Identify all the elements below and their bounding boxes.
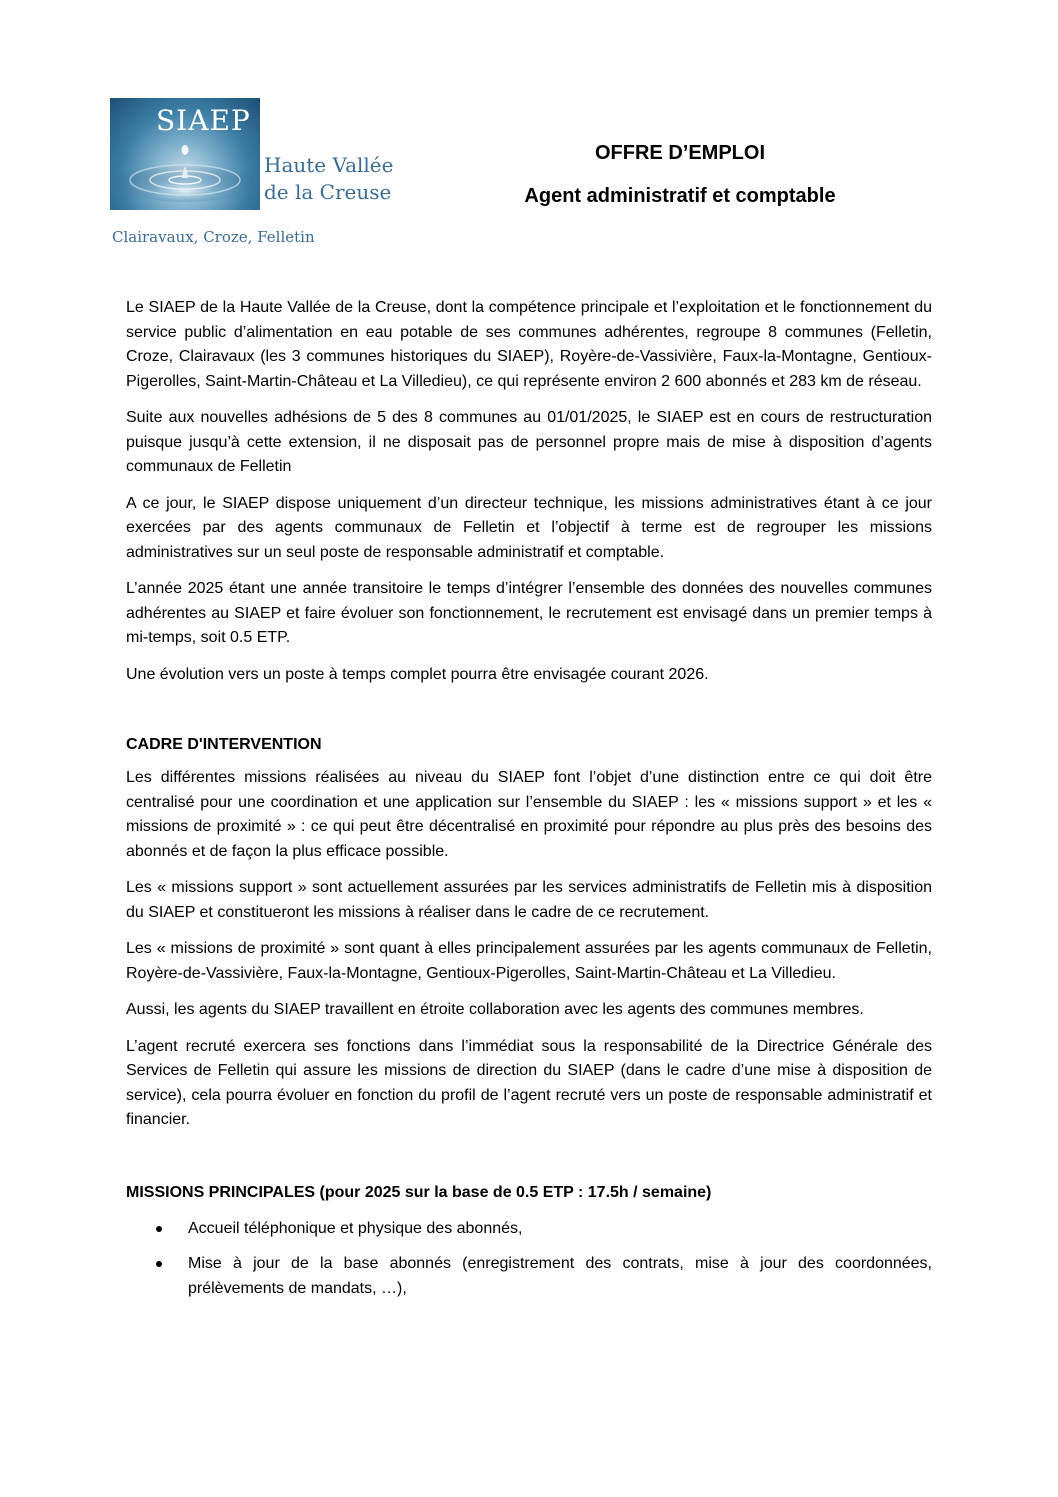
- document-subtitle: Agent administratif et comptable: [524, 185, 836, 207]
- intro-paragraph: Suite aux nouvelles adhésions de 5 des 8 communes au 01/01/2025, le SIAEP est en cours de restructuration puisque jusqu’à cette extension, il ne disposait pas de personnel propre mais de mise à disposition d’agents communaux de Felletin: [126, 409, 932, 475]
- bullet-icon: [156, 1226, 162, 1232]
- intro-paragraph: Le SIAEP de la Haute Vallée de la Creuse, dont la compétence principale et l’exploitation et le fonctionnement du service public d’alimentation en eau potable de ses communes adhérentes, regroupe 8 communes (Felletin, Croze, Clairavaux (les 3 communes historiques du SIAEP), Royère-de-Vassivière, Faux-la-Montagne, Gentioux-Pigerolles, Saint-Martin-Château et La Villedieu), ce qui représente environ 2 600 abonnés et 283 km de réseau.: [126, 299, 932, 390]
- list-item-text: Accueil téléphonique et physique des abonnés,: [188, 1219, 523, 1237]
- water-drop-image: [110, 98, 260, 210]
- siaep-logo: [110, 98, 410, 258]
- intro-paragraph: A ce jour, le SIAEP dispose uniquement d’un directeur technique, les missions administratives étant à ce jour exercées par des agents communaux de Felletin et l’objectif à terme est de regrouper les missions administratives sur un seul poste de responsable administratif et comptable.: [126, 494, 932, 561]
- cadre-paragraph: Les « missions de proximité » sont quant à elles principalement assurées par les agents communaux de Felletin, Royère-de-Vassivière, Faux-la-Montagne, Gentioux-Pigerolles, Saint-Martin-Château et La Villedieu.: [126, 940, 932, 982]
- document-body: [126, 296, 932, 1312]
- missions-list: [126, 1217, 932, 1302]
- document-title: OFFRE D’EMPLOI: [595, 142, 765, 164]
- list-item: [126, 1217, 932, 1242]
- cadre-paragraph: Aussi, les agents du SIAEP travaillent en étroite collaboration avec les agents des communes membres.: [126, 1001, 864, 1018]
- intro-paragraph: L’année 2025 étant une année transitoire le temps d’intégrer l’ensemble des données des nouvelles communes adhérentes au SIAEP et faire évoluer son fonctionnement, le recrutement est envisagé dans un premier temps à mi-temps, soit 0.5 ETP.: [126, 580, 932, 646]
- cadre-paragraph: L’agent recruté exercera ses fonctions dans l’immédiat sous la responsabilité de la Directrice Générale des Services de Felletin qui assure les missions de direction du SIAEP (dans le cadre d’une mise à disposition de service), cela pourra évoluer en fonction du profil de l’agent recruté vers un poste de responsable administratif et financier.: [126, 1037, 932, 1128]
- cadre-paragraph: Les différentes missions réalisées au niveau du SIAEP font l’objet d’une distinction entre ce qui doit être centralisé pour une coordination et une application sur l’ensemble du SIAEP : les « missions support » et les « missions de proximité » : ce qui peut être décentralisé en proximité pour répondre au plus près des besoins des abonnés et de façon la plus efficace possible.: [126, 769, 932, 860]
- logo-name: Haute Vallée de la Creuse: [264, 153, 394, 204]
- bullet-icon: [156, 1261, 162, 1267]
- intro-paragraph: Une évolution vers un poste à temps complet pourra être envisagée courant 2026.: [126, 665, 709, 683]
- logo-subtitle: Clairavaux, Croze, Felletin: [112, 228, 315, 246]
- list-item-text: Mise à jour de la base abonnés (enregistrement des contrats, mise à jour des coordonnées, prélèvements de mandats, …),: [188, 1255, 932, 1297]
- section-heading-missions: MISSIONS PRINCIPALES (pour 2025 sur la base de 0.5 ETP : 17.5h / semaine): [126, 1183, 712, 1201]
- logo-acronym: SIAEP: [156, 104, 251, 137]
- cadre-paragraph: Les « missions support » sont actuellement assurées par les services administratifs de Felletin mis à disposition du SIAEP et constitueront les missions à réaliser dans le cadre de ce recrutement.: [126, 879, 932, 921]
- section-heading-cadre: CADRE D'INTERVENTION: [126, 736, 322, 753]
- list-item: [126, 1252, 932, 1301]
